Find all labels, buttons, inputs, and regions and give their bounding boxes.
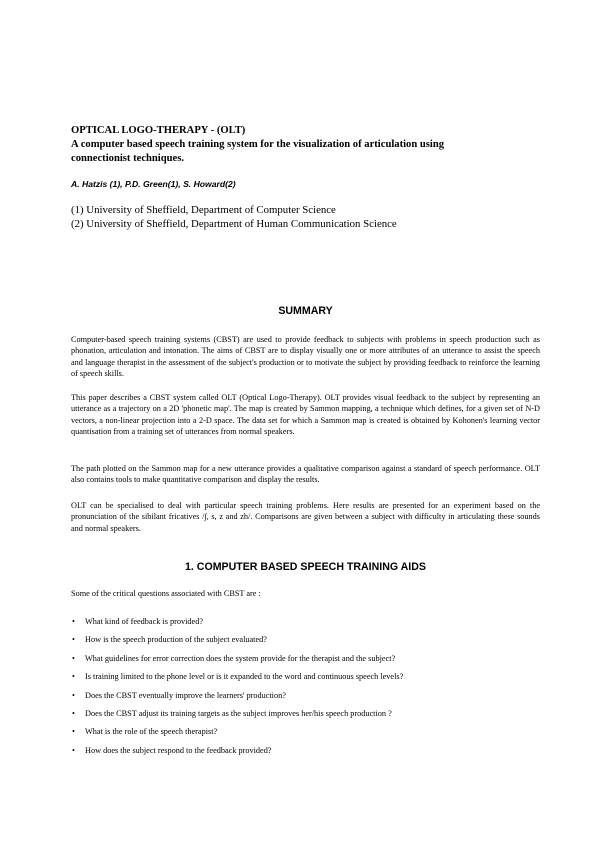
affiliation-1: (1) University of Sheffield, Department of Computer Science <box>71 204 336 216</box>
list-item <box>71 708 540 726</box>
paper-subtitle-line1: A computer based speech training system for the visualization of articulation using <box>71 139 445 150</box>
summary-paragraph-4: OLT can be specialised to deal with particular speech training problems. Here results are presented for an experiment based on the pronunciation of the sibilant fricatives /∫, s, z and zh/. Comparisons are given between a subject with difficulty in articulating these sounds and normal speakers. <box>71 501 540 533</box>
section-1-heading: 1. COMPUTER BASED SPEECH TRAINING AIDS <box>185 561 426 573</box>
summary-paragraph-1: Computer-based speech training systems (CBST) are used to provide feedback to subjects with problems in speech production such as phonation, articulation and intonation. The aims of CBST are to display visually one or more attributes of an utterance to assist the speech and language therapist in the assessment of the subject's production or to motivate the subject by providing feedback to reinforce the learning of speech skills. <box>71 335 540 379</box>
title-block <box>71 124 540 166</box>
list-item-text: Is training limited to the phone level or is it expanded to the word and continuous speech levels? <box>85 672 404 682</box>
bullet-icon: • <box>72 617 75 626</box>
list-item <box>71 634 540 652</box>
bullet-icon: • <box>72 727 75 737</box>
bullet-icon: • <box>72 745 75 755</box>
affiliation-2: (2) University of Sheffield, Department of Human Communication Science <box>71 218 397 230</box>
section-1-intro: Some of the critical questions associated with CBST are : <box>71 589 261 598</box>
summary-heading: SUMMARY <box>278 305 333 317</box>
list-item <box>71 690 540 708</box>
bullet-icon: • <box>72 708 75 718</box>
bullet-icon: • <box>72 635 75 645</box>
question-list <box>71 616 540 763</box>
list-item <box>71 726 540 744</box>
list-item-text: Does the CBST eventually improve the learners' production? <box>85 690 286 700</box>
summary-paragraph-2: This paper describes a CBST system called OLT (Optical Logo-Therapy). OLT provides visual feedback to the subject by representing an utterance as a trajectory on a 2D 'phonetic map'. The map is created by Sammon mapping, a technique which defines, for a given set of N-D vectors, a non-linear projection into a 2-D space. The data set for which a Sammon map is created is obtained by Kohonen's learning vector quantisation from a training set of utterances from normal speakers. <box>71 393 540 437</box>
list-item-text: Does the CBST adjust its training targets as the subject improves her/his speech production ? <box>85 708 392 718</box>
authors: A. Hatzis (1), P.D. Green(1), S. Howard(2) <box>71 179 236 189</box>
bullet-icon: • <box>72 672 75 682</box>
list-item <box>71 653 540 671</box>
bullet-icon: • <box>72 653 75 663</box>
list-item-text: How does the subject respond to the feedback provided? <box>85 745 272 755</box>
list-item-text: What guidelines for error correction does the system provide for the therapist and the subject? <box>85 653 396 663</box>
list-item-text: What is the role of the speech therapist? <box>85 727 218 737</box>
summary-paragraph-3: The path plotted on the Sammon map for a new utterance provides a qualitative comparison against a standard of speech performance. OLT also contains tools to make quantitative comparison and display the results. <box>71 464 540 485</box>
list-item-text: What kind of feedback is provided? <box>85 617 203 626</box>
paper-title: OPTICAL LOGO-THERAPY - (OLT) <box>71 125 246 136</box>
list-item <box>71 671 540 689</box>
list-item-text: How is the speech production of the subject evaluated? <box>85 635 267 645</box>
list-item <box>71 616 540 634</box>
bullet-icon: • <box>72 690 75 700</box>
list-item <box>71 745 540 763</box>
paper-subtitle-line2: connectionist techniques. <box>71 153 185 164</box>
